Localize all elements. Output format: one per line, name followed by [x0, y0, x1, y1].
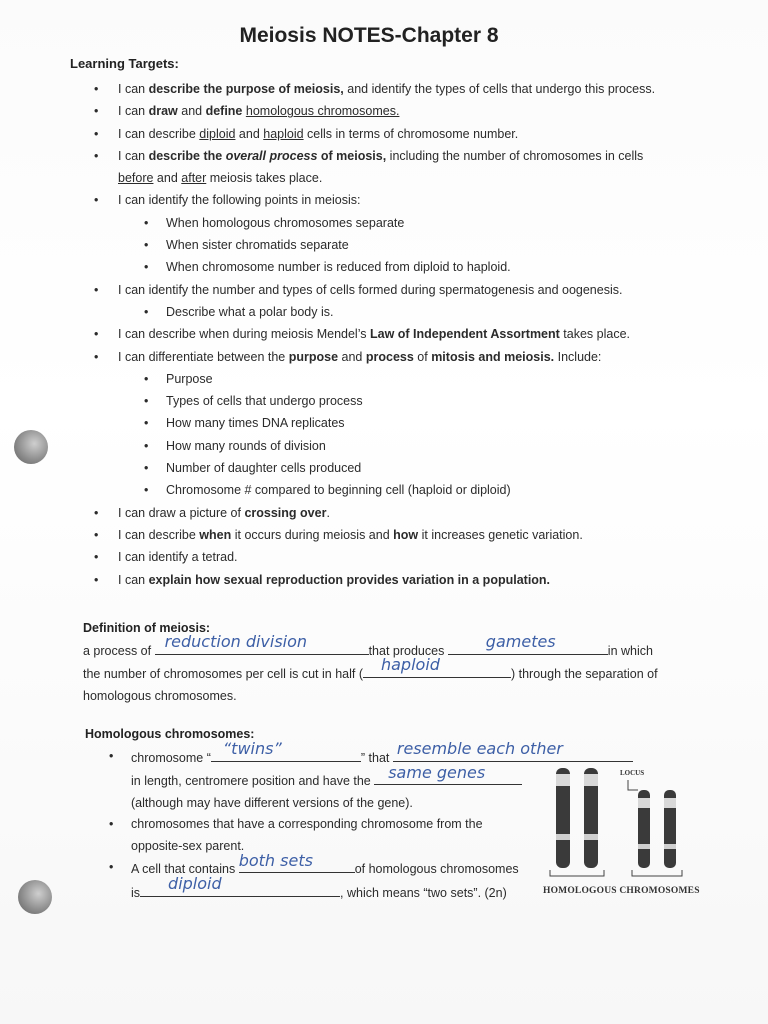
definition-section [83, 617, 683, 707]
target-item: • I can describe when during meiosis Mendel’s Law of Independent Assortment takes place. [92, 323, 692, 345]
homologous-bullet: • A cell that contains both sets of homologous chromosomes is diploid , which means “two sets”. (2n) [131, 857, 685, 904]
sub-item: • When sister chromatids separate [166, 234, 692, 256]
locus-label: LOCUS [620, 769, 645, 777]
sub-item: • Chromosome # compared to beginning cell (haploid or diploid) [166, 479, 692, 501]
sub-item: • Purpose [166, 368, 692, 390]
handwritten-answer: resemble each other [396, 739, 563, 758]
pair-bracket [550, 870, 604, 876]
target-item: • I can identify the following points in meiosis: • When homologous chromosomes separate • When sister chromatids separate • When chromosome number is reduced from diploid to haploid. [92, 189, 692, 278]
sub-item: • When chromosome number is reduced from diploid to haploid. [166, 256, 692, 278]
sub-item: • Types of cells that undergo process [166, 390, 692, 412]
handwritten-answer: both sets [238, 850, 313, 870]
binder-hole-top [14, 430, 48, 464]
answer-blank[interactable] [211, 739, 361, 762]
learning-targets-heading: Learning Targets: [70, 56, 179, 71]
sub-item: • How many times DNA replicates [166, 412, 692, 434]
definition-line-1: a process of reduction division that produces gametes in which [83, 632, 653, 658]
homologous-bullet: • chromosome “ “twins” ” that resemble each other in length, centromere position and have the same genes (although may have different versions of the gene). [131, 746, 685, 815]
answer-blank[interactable] [363, 655, 511, 678]
answer-blank[interactable] [374, 762, 522, 785]
centromere [638, 844, 650, 849]
gene-band [664, 798, 676, 808]
sub-item: • How many rounds of division [166, 435, 692, 457]
target-item: • I can differentiate between the purpose and process of mitosis and meiosis. Include: • Purpose • Types of cells that undergo process • How many times DNA replicates • How many rounds of division • Number of daughter cells produced • Chromosome # compared to beginning cell (haploid or diploid) [92, 346, 692, 502]
locus-pointer [628, 780, 638, 790]
diagram-caption: HOMOLOGOUS CHROMOSOMES [543, 886, 700, 896]
answer-blank[interactable] [238, 850, 355, 873]
target-item: • I can explain how sexual reproduction provides variation in a population. [92, 569, 692, 591]
definition-heading: Definition of meiosis: [83, 621, 211, 635]
handwritten-answer: haploid [380, 655, 440, 674]
handwritten-answer: diploid [168, 874, 222, 893]
target-item: • I can describe the purpose of meiosis, and identify the types of cells that undergo this process. [92, 78, 692, 100]
target-item: • I can describe when it occurs during meiosis and how it increases genetic variation. [92, 524, 692, 546]
handwritten-answer: reduction division [164, 632, 308, 651]
sub-item: • Describe what a polar body is. [166, 301, 692, 323]
target-item: • I can describe diploid and haploid cells in terms of chromosome number. [92, 123, 692, 145]
answer-blank[interactable] [155, 632, 369, 655]
target-item: • I can draw a picture of crossing over. [92, 502, 692, 524]
handwritten-answer: “twins” [222, 739, 282, 758]
binder-hole-bottom [18, 880, 52, 914]
answer-blank[interactable] [448, 632, 608, 655]
sub-item: • When homologous chromosomes separate [166, 212, 692, 234]
target-item: • I can identify a tetrad. [92, 546, 692, 568]
homologous-heading: Homologous chromosomes: [85, 727, 255, 741]
learning-targets-list [92, 78, 692, 591]
centromere [664, 844, 676, 849]
definition-line-2: the number of chromosomes per cell is cut in half ( haploid ) through the separation of [83, 655, 658, 681]
handwritten-answer: same genes [388, 762, 486, 782]
pair-bracket [632, 870, 682, 876]
page-title: Meiosis NOTES-Chapter 8 [239, 24, 499, 47]
answer-blank[interactable] [140, 874, 340, 897]
gene-band [638, 798, 650, 808]
target-item: • I can describe the overall process of meiosis, including the number of chromosomes in cells before and after meiosis takes place. [92, 145, 692, 190]
definition-line-3: homologous chromosomes. [83, 689, 237, 703]
centromere [584, 834, 598, 840]
target-item: • I can draw and define homologous chromosomes. [92, 100, 692, 122]
centromere [556, 834, 570, 840]
handwritten-answer: gametes [485, 632, 556, 651]
homologous-bullet: • chromosomes that have a corresponding chromosome from the opposite-sex parent. [131, 814, 685, 857]
target-item: • I can identify the number and types of cells formed during spermatogenesis and oogenesis. • Describe what a polar body is. [92, 279, 692, 324]
gene-band [584, 774, 598, 786]
gene-band [556, 774, 570, 786]
sub-item: • Number of daughter cells produced [166, 457, 692, 479]
